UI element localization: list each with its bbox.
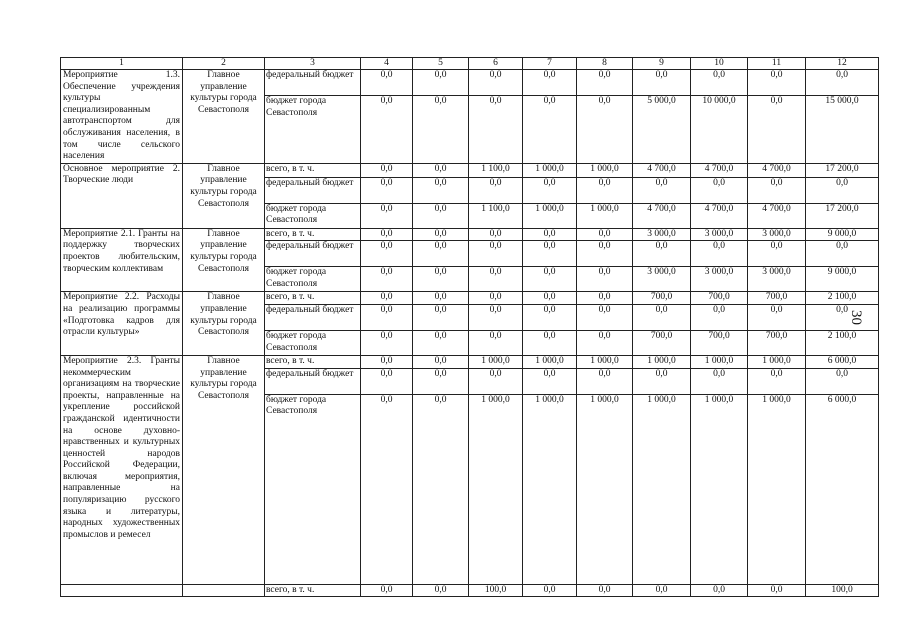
amount-cell: 15 000,0: [806, 96, 879, 163]
funding-source-cell: всего, в т. ч.: [265, 292, 361, 305]
amount-cell: 0,0: [413, 584, 469, 597]
amount-cell: 0,0: [523, 241, 577, 267]
amount-cell: 0,0: [361, 368, 413, 394]
amount-cell: 4 700,0: [633, 163, 691, 177]
amount-cell: 0,0: [523, 70, 577, 96]
amount-cell: 0,0: [691, 70, 748, 96]
amount-cell: 9 000,0: [806, 267, 879, 292]
funding-source-cell: бюджет города Севастополя: [265, 203, 361, 228]
amount-cell: 0,0: [633, 241, 691, 267]
amount-cell: 0,0: [361, 584, 413, 597]
amount-cell: 0,0: [413, 394, 469, 584]
amount-cell: 3 000,0: [748, 267, 806, 292]
amount-cell: 0,0: [633, 70, 691, 96]
column-number-7: 7: [523, 58, 577, 70]
amount-cell: 0,0: [691, 368, 748, 394]
amount-cell: 2 100,0: [806, 292, 879, 305]
amount-cell: 3 000,0: [748, 228, 806, 241]
amount-cell: 0,0: [577, 267, 633, 292]
amount-cell: 0,0: [413, 96, 469, 163]
amount-cell: 0,0: [577, 304, 633, 330]
amount-cell: 1 000,0: [469, 355, 523, 368]
amount-cell: 0,0: [748, 304, 806, 330]
funding-source-cell: федеральный бюджет: [265, 304, 361, 330]
amount-cell: 3 000,0: [691, 228, 748, 241]
amount-cell: 0,0: [577, 330, 633, 355]
amount-cell: 700,0: [691, 292, 748, 305]
amount-cell: 1 000,0: [691, 394, 748, 584]
amount-cell: 0,0: [361, 304, 413, 330]
amount-cell: 0,0: [413, 241, 469, 267]
column-number-11: 11: [748, 58, 806, 70]
amount-cell: 0,0: [523, 584, 577, 597]
executor-cell: Главное управление культуры города Севастополя: [183, 70, 265, 164]
measure-name-cell: Основное мероприятие 2. Творческие люди: [61, 163, 183, 228]
amount-cell: 6 000,0: [806, 355, 879, 368]
table-row: [61, 70, 879, 96]
amount-cell: 0,0: [469, 241, 523, 267]
funding-source-cell: бюджет города Севастополя: [265, 330, 361, 355]
table-row: [61, 584, 879, 597]
amount-cell: 1 000,0: [469, 394, 523, 584]
column-number-10: 10: [691, 58, 748, 70]
amount-cell: 0,0: [413, 228, 469, 241]
amount-cell: 0,0: [691, 584, 748, 597]
amount-cell: 1 000,0: [523, 394, 577, 584]
amount-cell: 0,0: [748, 70, 806, 96]
executor-cell: Главное управление культуры города Севастополя: [183, 292, 265, 356]
amount-cell: 0,0: [806, 70, 879, 96]
column-number-6: 6: [469, 58, 523, 70]
measure-name-cell: Мероприятие 2.1. Гранты на поддержку творческих проектов любительским, творческим коллективам: [61, 228, 183, 292]
amount-cell: 1 000,0: [748, 355, 806, 368]
funding-source-cell: федеральный бюджет: [265, 70, 361, 96]
amount-cell: 1 100,0: [469, 163, 523, 177]
column-number-3: 3: [265, 58, 361, 70]
amount-cell: 0,0: [748, 177, 806, 203]
amount-cell: 0,0: [361, 241, 413, 267]
amount-cell: 0,0: [523, 292, 577, 305]
table-row: [61, 292, 879, 305]
amount-cell: 1 000,0: [633, 394, 691, 584]
amount-cell: 700,0: [748, 292, 806, 305]
amount-cell: 0,0: [523, 228, 577, 241]
amount-cell: 1 000,0: [633, 355, 691, 368]
funding-source-cell: федеральный бюджет: [265, 241, 361, 267]
amount-cell: 0,0: [633, 584, 691, 597]
amount-cell: 4 700,0: [748, 163, 806, 177]
amount-cell: 0,0: [748, 96, 806, 163]
table-row: [61, 163, 879, 177]
amount-cell: 3 000,0: [633, 267, 691, 292]
amount-cell: 0,0: [413, 330, 469, 355]
amount-cell: 10 000,0: [691, 96, 748, 163]
amount-cell: 0,0: [413, 70, 469, 96]
amount-cell: 0,0: [748, 241, 806, 267]
budget-table: [60, 57, 879, 597]
amount-cell: 0,0: [469, 70, 523, 96]
amount-cell: 1 000,0: [577, 355, 633, 368]
table-row: [61, 355, 879, 368]
amount-cell: 0,0: [577, 584, 633, 597]
funding-source-cell: всего, в т. ч.: [265, 228, 361, 241]
amount-cell: 0,0: [633, 177, 691, 203]
amount-cell: 0,0: [361, 96, 413, 163]
amount-cell: 0,0: [523, 267, 577, 292]
table-body: [61, 58, 879, 597]
funding-source-cell: федеральный бюджет: [265, 368, 361, 394]
amount-cell: 0,0: [577, 368, 633, 394]
funding-source-cell: федеральный бюджет: [265, 177, 361, 203]
executor-cell: Главное управление культуры города Севастополя: [183, 355, 265, 584]
funding-source-cell: всего, в т. ч.: [265, 355, 361, 368]
amount-cell: 0,0: [413, 163, 469, 177]
funding-source-cell: бюджет города Севастополя: [265, 394, 361, 584]
amount-cell: 0,0: [748, 368, 806, 394]
amount-cell: 0,0: [806, 304, 879, 330]
amount-cell: 1 000,0: [577, 203, 633, 228]
amount-cell: 700,0: [748, 330, 806, 355]
amount-cell: 0,0: [691, 177, 748, 203]
amount-cell: 3 000,0: [691, 267, 748, 292]
amount-cell: 0,0: [469, 228, 523, 241]
amount-cell: 0,0: [361, 355, 413, 368]
amount-cell: 1 000,0: [523, 163, 577, 177]
executor-cell: Главное управление культуры города Севастополя: [183, 228, 265, 292]
amount-cell: 0,0: [469, 267, 523, 292]
funding-source-cell: всего, в т. ч.: [265, 163, 361, 177]
funding-source-cell: всего, в т. ч.: [265, 584, 361, 597]
amount-cell: 0,0: [469, 330, 523, 355]
amount-cell: 1 100,0: [469, 203, 523, 228]
amount-cell: 0,0: [577, 228, 633, 241]
amount-cell: 0,0: [469, 96, 523, 163]
amount-cell: 4 700,0: [691, 203, 748, 228]
amount-cell: 0,0: [361, 228, 413, 241]
amount-cell: 0,0: [806, 177, 879, 203]
funding-source-cell: бюджет города Севастополя: [265, 267, 361, 292]
amount-cell: 0,0: [413, 203, 469, 228]
amount-cell: 1 000,0: [523, 203, 577, 228]
table-row: [61, 228, 879, 241]
amount-cell: 9 000,0: [806, 228, 879, 241]
amount-cell: 0,0: [633, 368, 691, 394]
amount-cell: 0,0: [413, 355, 469, 368]
amount-cell: 0,0: [523, 177, 577, 203]
amount-cell: 17 200,0: [806, 203, 879, 228]
amount-cell: 0,0: [577, 241, 633, 267]
amount-cell: 0,0: [413, 292, 469, 305]
amount-cell: 0,0: [361, 163, 413, 177]
amount-cell: 700,0: [691, 330, 748, 355]
measure-name-cell: Мероприятие 2.2. Расходы на реализацию программы «Подготовка кадров для отрасли культуры»: [61, 292, 183, 356]
amount-cell: 0,0: [413, 368, 469, 394]
executor-cell: [183, 584, 265, 597]
amount-cell: 1 000,0: [691, 355, 748, 368]
amount-cell: 0,0: [633, 304, 691, 330]
column-number-5: 5: [413, 58, 469, 70]
amount-cell: 0,0: [361, 267, 413, 292]
amount-cell: 4 700,0: [691, 163, 748, 177]
amount-cell: 17 200,0: [806, 163, 879, 177]
amount-cell: 700,0: [633, 330, 691, 355]
amount-cell: 0,0: [361, 330, 413, 355]
measure-name-cell: Мероприятие 2.3. Гранты некоммерческим организациям на творческие проекты, направленные на укрепление российской гражданской идентичности на основе духовно-нравственных и культурных ценностей народов Российской Федерации, включая мероприятия, направленные на популяризацию русского языка и литературы, народных художественных промыслов и ремесел: [61, 355, 183, 584]
amount-cell: 0,0: [523, 330, 577, 355]
amount-cell: 1 000,0: [523, 355, 577, 368]
amount-cell: 3 000,0: [633, 228, 691, 241]
amount-cell: 6 000,0: [806, 394, 879, 584]
page-number: 30: [848, 310, 864, 325]
amount-cell: 0,0: [361, 394, 413, 584]
amount-cell: 0,0: [361, 292, 413, 305]
amount-cell: 0,0: [523, 96, 577, 163]
amount-cell: 0,0: [469, 368, 523, 394]
amount-cell: 0,0: [361, 70, 413, 96]
amount-cell: 5 000,0: [633, 96, 691, 163]
column-number-12: 12: [806, 58, 879, 70]
funding-source-cell: бюджет города Севастополя: [265, 96, 361, 163]
amount-cell: 0,0: [691, 304, 748, 330]
amount-cell: 0,0: [806, 241, 879, 267]
column-number-8: 8: [577, 58, 633, 70]
amount-cell: 0,0: [413, 267, 469, 292]
amount-cell: 0,0: [361, 203, 413, 228]
amount-cell: 0,0: [806, 368, 879, 394]
amount-cell: 0,0: [523, 304, 577, 330]
column-number-row: [61, 58, 879, 70]
amount-cell: 0,0: [691, 241, 748, 267]
amount-cell: 0,0: [413, 177, 469, 203]
amount-cell: 0,0: [577, 96, 633, 163]
column-number-9: 9: [633, 58, 691, 70]
amount-cell: 700,0: [633, 292, 691, 305]
column-number-1: 1: [61, 58, 183, 70]
amount-cell: 1 000,0: [577, 163, 633, 177]
measure-name-cell: [61, 584, 183, 597]
amount-cell: 0,0: [577, 292, 633, 305]
amount-cell: 0,0: [413, 304, 469, 330]
column-number-4: 4: [361, 58, 413, 70]
amount-cell: 1 000,0: [577, 394, 633, 584]
column-number-2: 2: [183, 58, 265, 70]
amount-cell: 0,0: [577, 70, 633, 96]
amount-cell: 100,0: [469, 584, 523, 597]
amount-cell: 0,0: [469, 292, 523, 305]
amount-cell: 0,0: [469, 304, 523, 330]
amount-cell: 4 700,0: [633, 203, 691, 228]
amount-cell: 0,0: [748, 584, 806, 597]
amount-cell: 100,0: [806, 584, 879, 597]
executor-cell: Главное управление культуры города Севастополя: [183, 163, 265, 228]
amount-cell: 2 100,0: [806, 330, 879, 355]
amount-cell: 0,0: [577, 177, 633, 203]
amount-cell: 4 700,0: [748, 203, 806, 228]
measure-name-cell: Мероприятие 1.3. Обеспечение учреждения культуры специализированным автотранспортом для обслуживания населения, в том числе сельского населения: [61, 70, 183, 164]
amount-cell: 1 000,0: [748, 394, 806, 584]
amount-cell: 0,0: [361, 177, 413, 203]
amount-cell: 0,0: [523, 368, 577, 394]
amount-cell: 0,0: [469, 177, 523, 203]
